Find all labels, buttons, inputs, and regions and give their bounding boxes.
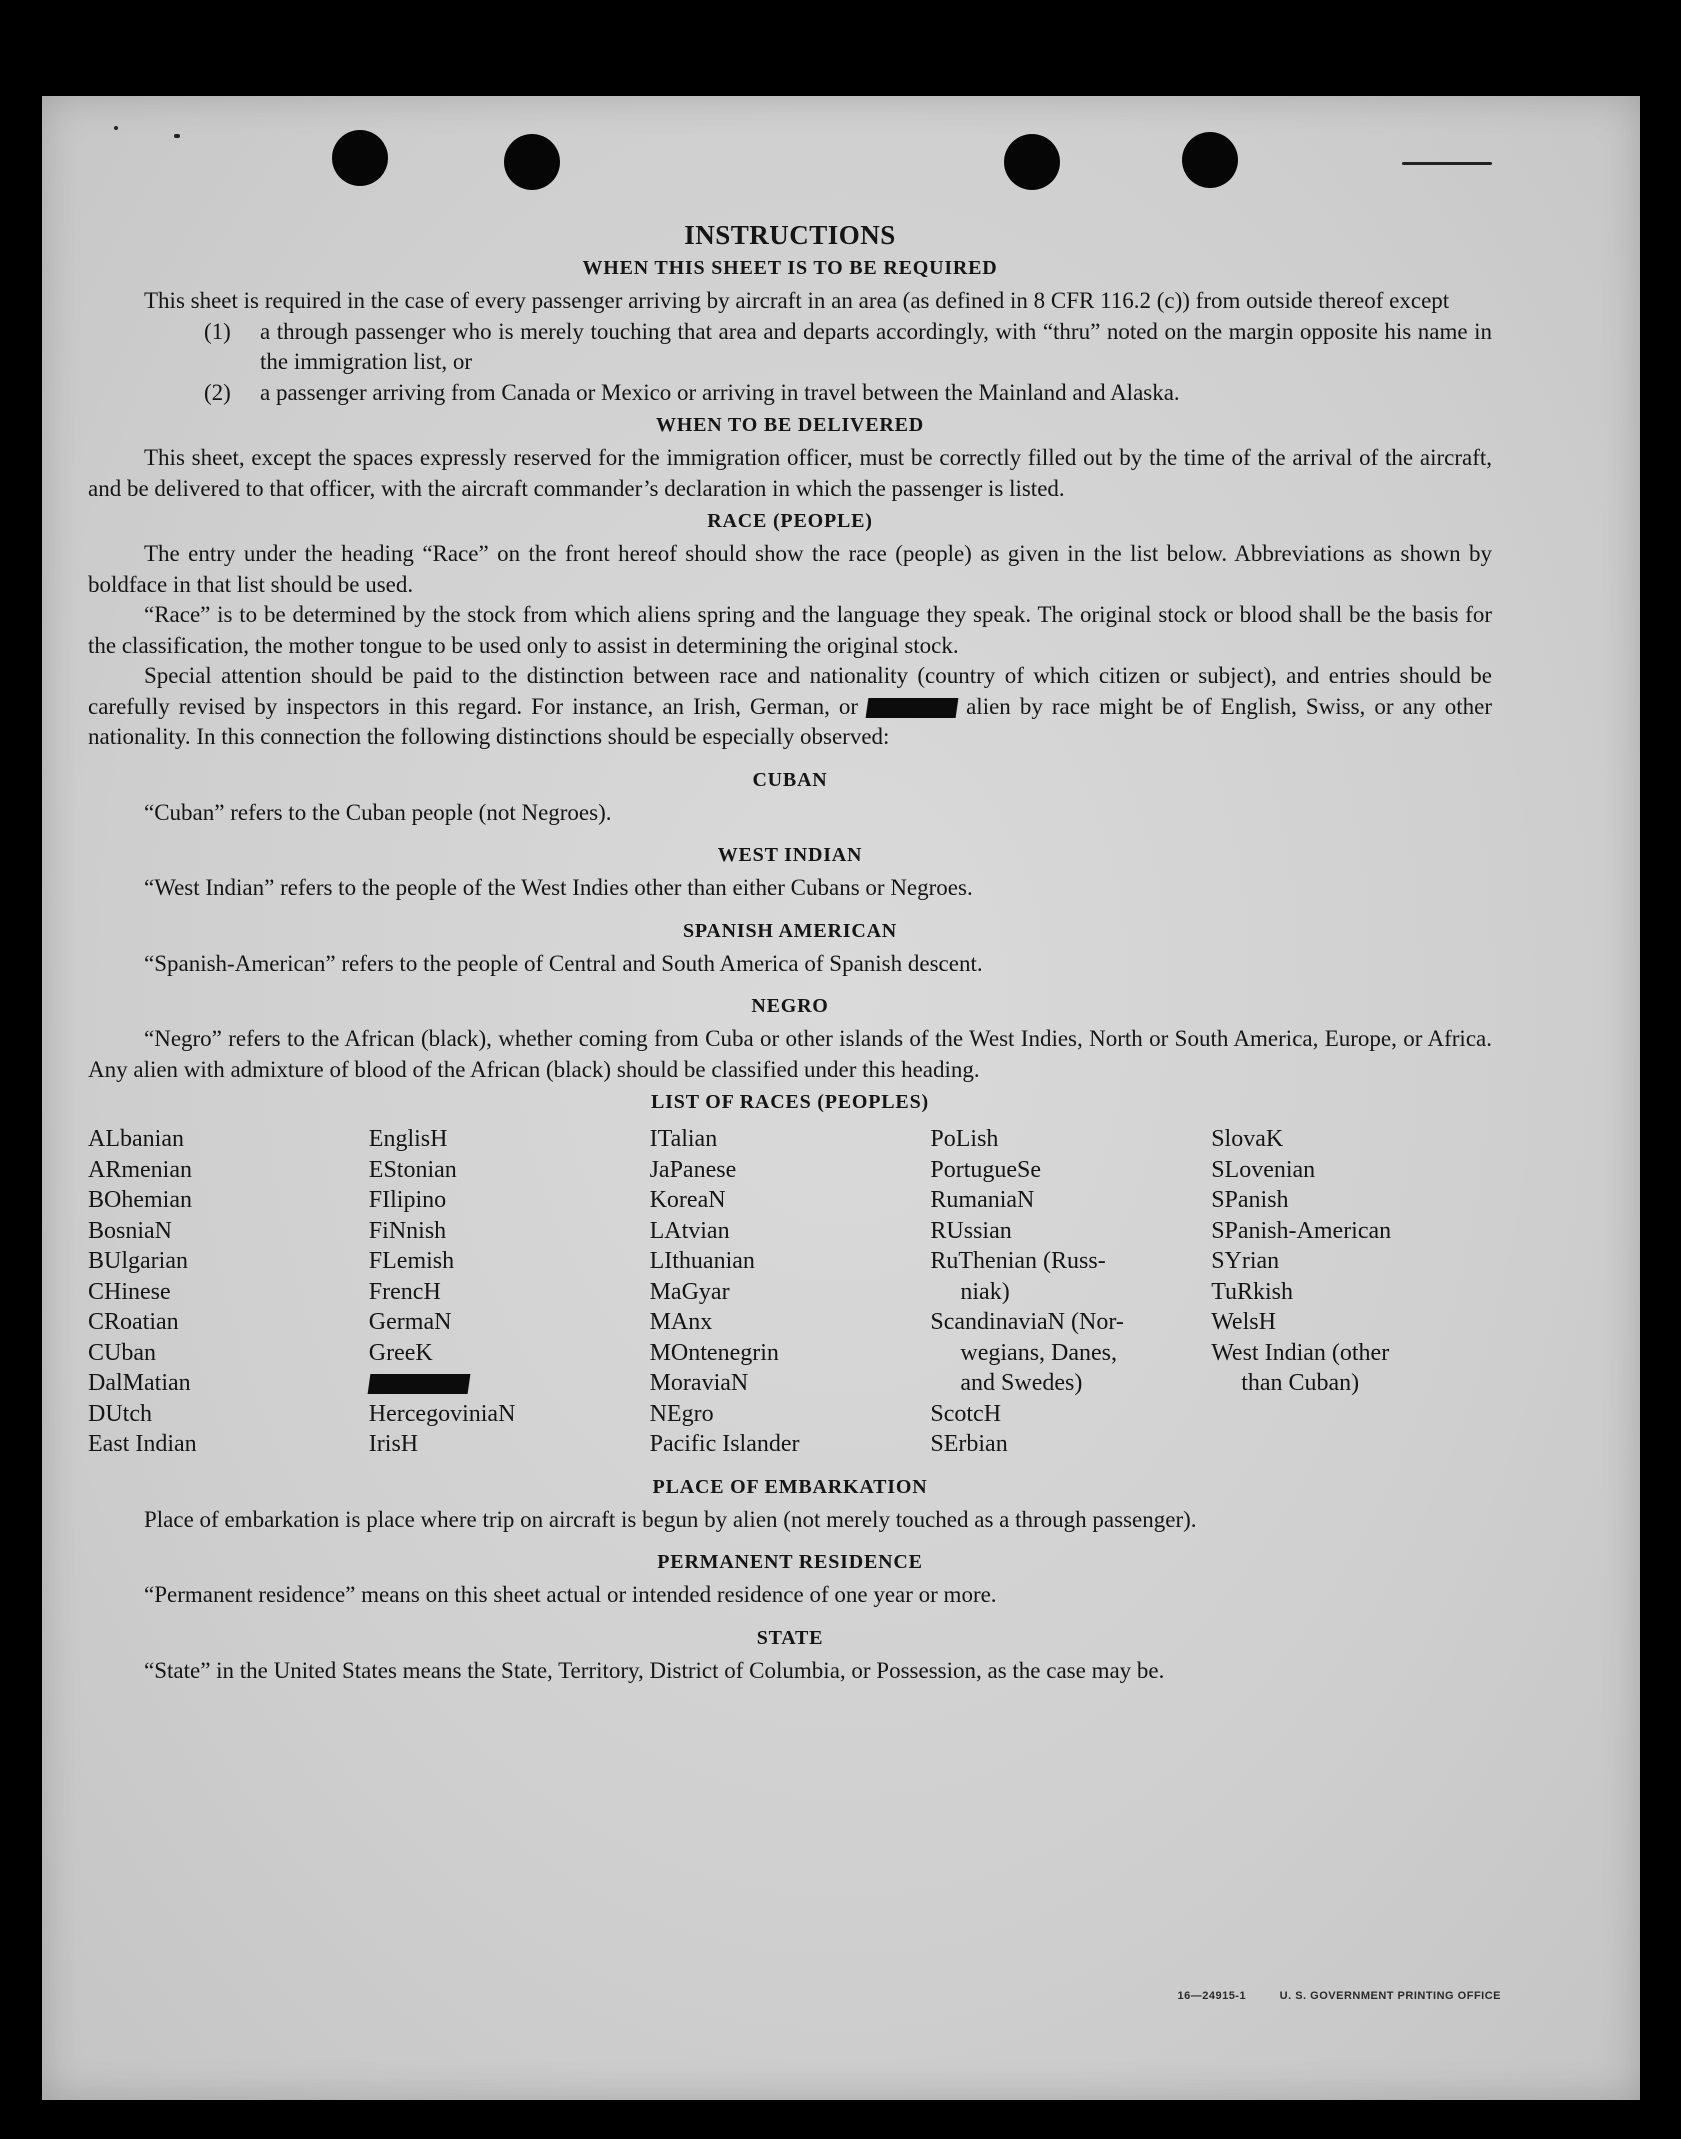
race-entry-continued: than Cuban): [1241, 1370, 1360, 1396]
race-entry: FiNnish: [368, 1217, 447, 1244]
punch-hole: [504, 134, 560, 190]
item-text: a through passenger who is merely touching that area and departs accordingly, with “thru” noted on the margin opposite his name in the immigration list, or: [260, 318, 1492, 374]
race-paragraph-1: The entry under the heading “Race” on the front hereof should show the race (people) as given in the list below. Abbreviations as shown by boldface in that list should be used.: [88, 541, 1492, 597]
item-number: (2): [204, 379, 231, 405]
heading-when-delivered: WHEN TO BE DELIVERED: [655, 414, 925, 436]
item-text: a passenger arriving from Canada or Mexico or arriving in travel between the Mainland and Alaska.: [260, 379, 1180, 405]
list-item: [88, 317, 1492, 378]
race-entry: EStonian: [368, 1156, 457, 1183]
race-entry: MOntenegrin: [649, 1339, 779, 1366]
race-entry: MaGyar: [649, 1278, 730, 1305]
race-entry: RUssian: [930, 1217, 1012, 1244]
heading-race: RACE (PEOPLE): [707, 510, 873, 532]
race-entry: JaPanese: [649, 1156, 737, 1183]
race-entry: ScandinaviaN (Nor-: [930, 1309, 1124, 1335]
race-entry: RumaniaN: [930, 1187, 1035, 1213]
heading-cuban: CUBAN: [752, 768, 828, 791]
races-column-4: [930, 1124, 1211, 1460]
race-entry: SPanish-American: [1211, 1217, 1392, 1244]
race-entry: CUban: [88, 1339, 156, 1366]
race-entry: RuThenian (Russ-: [930, 1248, 1106, 1274]
races-list: [88, 1124, 1492, 1460]
race-entry: BUlgarian: [88, 1248, 188, 1274]
punch-hole: [1004, 134, 1060, 190]
race-entry: West Indian (other: [1211, 1339, 1390, 1366]
heading-spanish-american: SPANISH AMERICAN: [682, 919, 898, 942]
residence-text: “Permanent residence” means on this sheet actual or intended residence of one year or more.: [144, 1582, 997, 1607]
redaction-mark: [367, 1374, 470, 1394]
spanish-american-text: “Spanish-American” refers to the people of Central and South America of Spanish descent.: [144, 950, 983, 976]
race-entry: GreeK: [368, 1339, 433, 1366]
race-entry: SErbian: [930, 1431, 1008, 1457]
race-entry: EnglisH: [368, 1126, 448, 1152]
race-entry: LIthuanian: [649, 1248, 755, 1274]
heading-embarkation: PLACE OF EMBARKATION: [652, 1475, 928, 1498]
ink-speck: [174, 134, 180, 138]
punch-hole: [1182, 132, 1238, 188]
race-entry: DUtch: [88, 1400, 152, 1427]
race-entry: PoLish: [930, 1126, 999, 1152]
race-entry: WelsH: [1211, 1309, 1276, 1335]
race-entry: ARmenian: [88, 1156, 192, 1183]
races-column-5: [1211, 1124, 1492, 1460]
race-entry: SLovenian: [1211, 1156, 1316, 1183]
race-entry: IrisH: [368, 1431, 419, 1457]
printer-imprint: U. S. GOVERNMENT PRINTING OFFICE: [1279, 1990, 1501, 2002]
race-paragraph-2: “Race” is to be determined by the stock from which aliens spring and the language they speak. The original stock or blood shall be the basis for the classification, the mother tongue to be used only to assist in determining the original stock.: [88, 602, 1492, 658]
form-number: 16—24915-1: [1177, 1990, 1247, 2002]
heading-when-required: WHEN THIS SHEET IS TO BE REQUIRED: [582, 257, 998, 279]
race-entry: MoraviaN: [649, 1370, 749, 1396]
heading-west-indian: WEST INDIAN: [717, 844, 863, 866]
race-entry: PortugueSe: [930, 1156, 1042, 1183]
redaction-mark: [866, 698, 959, 718]
cuban-text: “Cuban” refers to the Cuban people (not Negroes).: [144, 799, 612, 825]
punch-hole: [332, 130, 388, 186]
page-title: INSTRUCTIONS: [684, 220, 896, 250]
race-entry: East Indian: [88, 1431, 197, 1457]
heading-list-of-races: LIST OF RACES (PEOPLES): [651, 1091, 929, 1113]
ink-speck: [1402, 162, 1492, 165]
ink-speck: [114, 126, 118, 130]
form-footer: [1147, 1990, 1501, 2002]
races-column-3: [650, 1124, 931, 1460]
race-entry-continued: wegians, Danes,: [960, 1339, 1118, 1366]
race-entry-continued: niak): [960, 1278, 1010, 1305]
races-column-1: [88, 1124, 369, 1460]
race-paragraph-3-start: Special attention should be paid to the distinction between race and nationality (country of which citizen or subject), and entries should be carefully revised by inspectors in this regard. For instance, an Irish, German, or: [88, 663, 1492, 719]
race-entry: MAnx: [649, 1309, 713, 1335]
state-text: “State” in the United States means the State, Territory, District of Columbia, or Possession, as the case may be.: [144, 1657, 1165, 1683]
race-entry: SlovaK: [1211, 1126, 1284, 1152]
heading-state: STATE: [756, 1626, 824, 1649]
race-paragraph-3-end: alien by race might be of English, Swiss, or any other nationality. In this connection the following distinctions should be especially observed:: [88, 693, 1493, 749]
race-entry: LAtvian: [649, 1217, 730, 1244]
race-paragraph-3: [88, 661, 1492, 753]
heading-negro: NEGRO: [751, 995, 829, 1017]
list-item: [88, 378, 1492, 409]
heading-permanent-residence: PERMANENT RESIDENCE: [657, 1551, 923, 1573]
race-entry: SPanish: [1211, 1187, 1289, 1213]
race-entry: NEgro: [649, 1400, 714, 1427]
race-entry: SYrian: [1211, 1248, 1280, 1274]
when-delivered-text: This sheet, except the spaces expressly reserved for the immigration officer, must be correctly filled out by the time of the arrival of the aircraft, and be delivered to that officer, with the aircraft commander’s declaration in which the passenger is listed.: [88, 445, 1492, 501]
race-entry: ALbanian: [88, 1126, 184, 1152]
west-indian-text: “West Indian” refers to the people of the West Indies other than either Cubans or Negroes.: [144, 875, 973, 900]
race-entry: BOhemian: [88, 1187, 192, 1213]
race-entry: KoreaN: [649, 1187, 726, 1213]
redacted-race-entry: [369, 1368, 650, 1399]
when-required-intro: This sheet is required in the case of every passenger arriving by aircraft in an area (as defined in 8 CFR 116.2 (c)) from outside thereof except: [144, 288, 1450, 313]
race-entry: FrencH: [368, 1278, 441, 1305]
race-entry: Pacific Islander: [649, 1431, 800, 1457]
race-entry: CHinese: [88, 1278, 171, 1305]
races-column-2: [369, 1124, 650, 1460]
race-entry: FIlipino: [368, 1187, 447, 1213]
race-entry: DalMatian: [88, 1370, 191, 1396]
item-number: (1): [204, 318, 231, 344]
race-entry: HercegoviniaN: [368, 1400, 516, 1427]
race-entry: BosniaN: [88, 1217, 172, 1244]
race-entry: ScotcH: [930, 1400, 1002, 1427]
race-entry-continued: and Swedes): [960, 1370, 1083, 1396]
race-entry: TuRkish: [1211, 1278, 1294, 1305]
race-entry: ITalian: [649, 1126, 718, 1152]
instructions-sheet: [88, 220, 1492, 1686]
embarkation-text: Place of embarkation is place where trip on aircraft is begun by alien (not merely touched as a through passenger).: [144, 1506, 1197, 1532]
race-entry: GermaN: [368, 1309, 452, 1335]
race-entry: FLemish: [368, 1248, 455, 1274]
negro-text: “Negro” refers to the African (black), whether coming from Cuba or other islands of the West Indies, North or South America, Europe, or Africa. Any alien with admixture of blood of the African (black) should be classified under this heading.: [88, 1026, 1492, 1082]
race-entry: CRoatian: [88, 1309, 179, 1335]
